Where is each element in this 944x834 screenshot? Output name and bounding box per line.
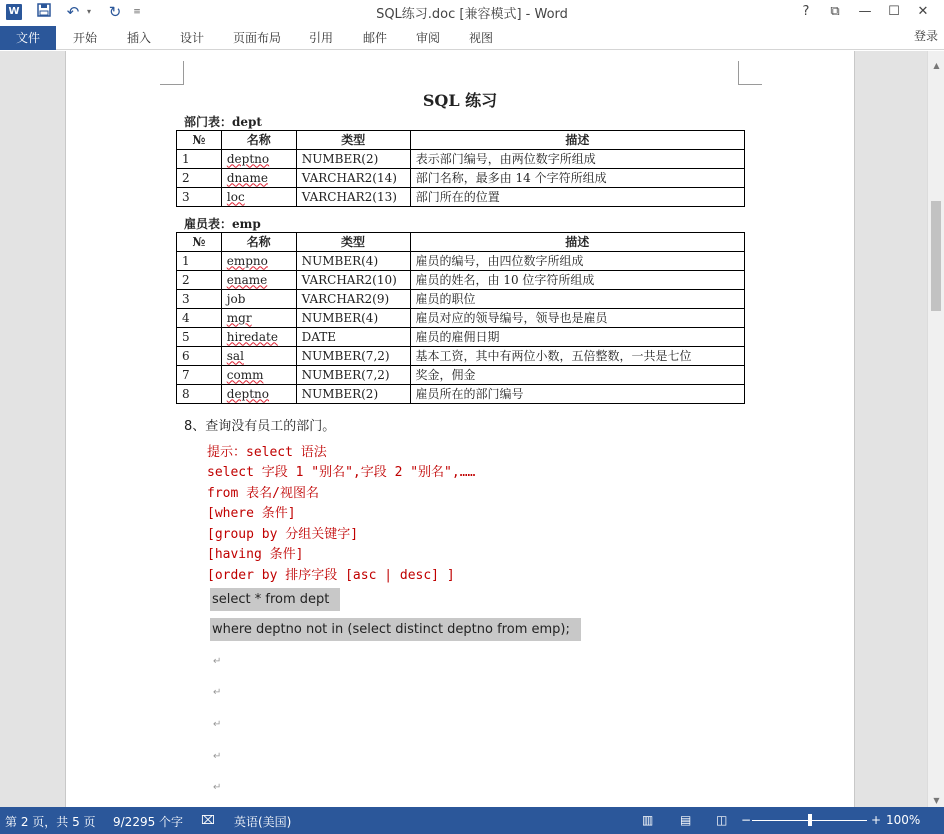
ribbon-tabs: [0, 24, 944, 50]
table-cell: comm: [221, 366, 296, 385]
dept-table-label: 部门表：dept: [184, 115, 262, 129]
table-cell: empno: [221, 252, 296, 271]
table-header-row: [177, 233, 745, 252]
paragraph-mark-icon: ↵: [213, 751, 222, 762]
table-cell: 6: [177, 347, 222, 366]
table-cell: deptno: [221, 385, 296, 404]
table-cell: NUMBER(2): [296, 385, 410, 404]
tab-references[interactable]: 引用: [309, 31, 334, 45]
tab-view[interactable]: 视图: [469, 31, 494, 45]
header-cell: 类型: [296, 131, 410, 150]
table-cell: 8: [177, 385, 222, 404]
paragraph-mark-icon: ↵: [213, 719, 222, 730]
help-button[interactable]: ?: [802, 4, 810, 19]
customize-toolbar-icon[interactable]: ≡: [133, 7, 141, 17]
paragraph-mark-icon: ↵: [213, 782, 222, 793]
hint-line: select 字段 1 "别名",字段 2 "别名",……: [207, 465, 476, 480]
table-row: [177, 150, 745, 169]
print-layout-icon[interactable]: ▤: [680, 813, 692, 827]
crop-mark: [738, 61, 762, 85]
table-cell: 7: [177, 366, 222, 385]
table-cell: job: [221, 290, 296, 309]
table-cell: NUMBER(7,2): [296, 366, 410, 385]
table-cell: 1: [177, 150, 222, 169]
table-cell: 雇员的雇佣日期: [410, 328, 744, 347]
dept-table: [176, 130, 745, 207]
hint-line: [order by 排序字段 [asc | desc] ]: [207, 568, 455, 583]
table-row: [177, 188, 745, 207]
hint-line: 提示：select 语法: [207, 445, 327, 460]
hint-line: [group by 分组关键字]: [207, 527, 359, 542]
word-logo-icon: W: [6, 4, 22, 20]
sql-answer-line: select * from dept: [210, 588, 340, 611]
table-cell: NUMBER(4): [296, 252, 410, 271]
table-cell: dname: [221, 169, 296, 188]
sql-answer-line: where deptno not in (select distinct deptno from emp);: [210, 618, 581, 641]
table-header-row: [177, 131, 745, 150]
tab-review[interactable]: 审阅: [416, 31, 441, 45]
question-text: 8、查询没有员工的部门。: [184, 419, 336, 434]
scrollbar-thumb[interactable]: [931, 201, 941, 311]
table-cell: VARCHAR2(10): [296, 271, 410, 290]
paragraph-mark-icon: ↵: [213, 656, 222, 667]
hint-line: [where 条件]: [207, 506, 296, 521]
table-row: [177, 252, 745, 271]
tab-file[interactable]: 文件: [0, 26, 56, 50]
status-bar: [0, 807, 944, 834]
table-cell: 基本工资，其中有两位小数，五倍整数，一共是七位: [410, 347, 744, 366]
page-count[interactable]: 第 2 页，共 5 页: [5, 815, 96, 829]
table-cell: ename: [221, 271, 296, 290]
zoom-in-icon[interactable]: +: [871, 813, 882, 827]
table-row: [177, 347, 745, 366]
table-cell: NUMBER(2): [296, 150, 410, 169]
table-cell: 3: [177, 188, 222, 207]
tab-home[interactable]: 开始: [73, 31, 98, 45]
scroll-down-icon[interactable]: ▼: [933, 796, 940, 805]
table-cell: 表示部门编号，由两位数字所组成: [410, 150, 744, 169]
redo-icon[interactable]: ↻: [108, 3, 122, 21]
undo-icon[interactable]: ↶: [66, 3, 80, 21]
scroll-up-icon[interactable]: ▲: [933, 61, 940, 70]
document-page[interactable]: [65, 51, 855, 807]
table-cell: 雇员的编号，由四位数字所组成: [410, 252, 744, 271]
login-link[interactable]: 登录: [913, 29, 938, 43]
table-cell: mgr: [221, 309, 296, 328]
tab-insert[interactable]: 插入: [127, 31, 152, 45]
table-cell: hiredate: [221, 328, 296, 347]
table-cell: 雇员所在的部门编号: [410, 385, 744, 404]
table-cell: 2: [177, 271, 222, 290]
table-cell: NUMBER(7,2): [296, 347, 410, 366]
table-cell: VARCHAR2(13): [296, 188, 410, 207]
tab-layout[interactable]: 页面布局: [233, 31, 282, 45]
table-cell: 雇员的姓名，由 10 位字符所组成: [410, 271, 744, 290]
table-row: [177, 271, 745, 290]
table-cell: NUMBER(4): [296, 309, 410, 328]
zoom-out-icon[interactable]: −: [741, 813, 752, 827]
table-row: [177, 366, 745, 385]
hint-line: [having 条件]: [207, 547, 304, 562]
tab-mailings[interactable]: 邮件: [363, 31, 388, 45]
table-cell: 2: [177, 169, 222, 188]
table-cell: 雇员对应的领导编号，领导也是雇员: [410, 309, 744, 328]
table-cell: 部门所在的位置: [410, 188, 744, 207]
hint-line: from 表名/视图名: [207, 486, 319, 501]
zoom-level[interactable]: 100%: [886, 813, 921, 827]
emp-table-label: 雇员表：emp: [184, 217, 261, 231]
undo-dropdown-icon[interactable]: ▾: [86, 7, 91, 16]
window-title: SQL练习.doc [兼容模式] - Word: [376, 7, 568, 22]
header-cell: 名称: [221, 233, 296, 252]
table-cell: VARCHAR2(14): [296, 169, 410, 188]
emp-table: [176, 232, 745, 404]
ribbon-display-button[interactable]: ⧉: [830, 4, 840, 19]
table-row: [177, 309, 745, 328]
table-cell: 奖金，佣金: [410, 366, 744, 385]
header-cell: №: [177, 131, 222, 150]
table-row: [177, 290, 745, 309]
table-cell: VARCHAR2(9): [296, 290, 410, 309]
table-row: [177, 385, 745, 404]
word-count[interactable]: 9/2295 个字: [113, 815, 184, 829]
table-cell: 部门名称，最多由 14 个字符所组成: [410, 169, 744, 188]
table-row: [177, 169, 745, 188]
table-cell: DATE: [296, 328, 410, 347]
document-title: SQL 练习: [422, 91, 498, 110]
header-cell: №: [177, 233, 222, 252]
table-cell: loc: [221, 188, 296, 207]
zoom-slider-knob[interactable]: [808, 814, 812, 826]
document-workspace: [0, 51, 944, 807]
read-mode-icon[interactable]: ▥: [642, 813, 654, 827]
paragraph-mark-icon: ↵: [213, 687, 222, 698]
table-cell: sal: [221, 347, 296, 366]
close-button[interactable]: ✕: [917, 4, 929, 19]
maximize-button[interactable]: ☐: [888, 4, 900, 19]
crop-mark: [160, 61, 184, 85]
table-cell: 3: [177, 290, 222, 309]
proofing-icon[interactable]: ⌧: [201, 813, 215, 827]
minimize-button[interactable]: —: [858, 4, 872, 19]
table-cell: 1: [177, 252, 222, 271]
table-cell: deptno: [221, 150, 296, 169]
language-indicator[interactable]: 英语(美国): [234, 815, 292, 829]
tab-design[interactable]: 设计: [180, 31, 205, 45]
web-layout-icon[interactable]: ◫: [716, 813, 728, 827]
header-cell: 名称: [221, 131, 296, 150]
table-cell: 5: [177, 328, 222, 347]
header-cell: 类型: [296, 233, 410, 252]
table-cell: 雇员的职位: [410, 290, 744, 309]
title-bar: [0, 0, 944, 24]
table-cell: 4: [177, 309, 222, 328]
vertical-scrollbar[interactable]: [927, 51, 944, 807]
header-cell: 描述: [410, 233, 744, 252]
table-row: [177, 328, 745, 347]
header-cell: 描述: [410, 131, 744, 150]
